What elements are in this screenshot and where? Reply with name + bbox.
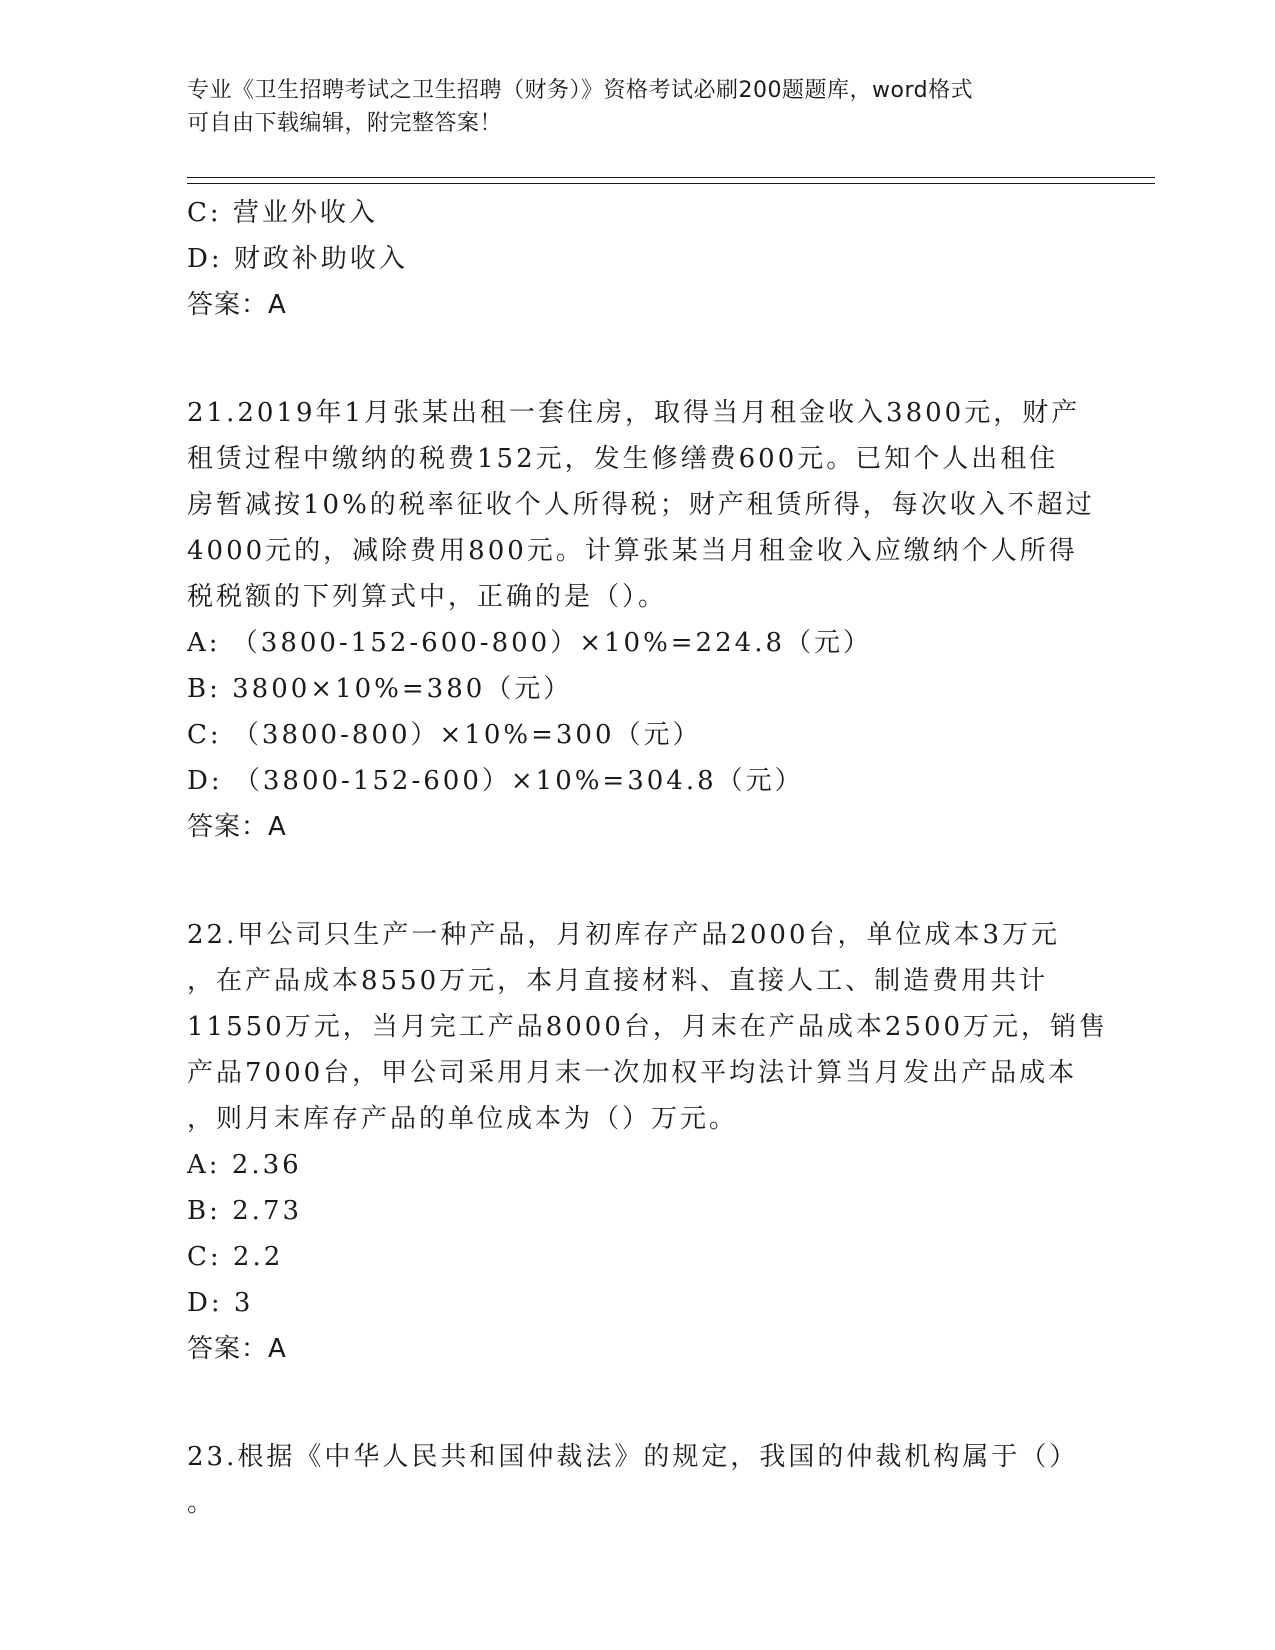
question-20-tail — [187, 190, 1087, 328]
option-a: A: （3800-152-600-800）×10%=224.8（元） — [187, 628, 872, 658]
option-c: C: 2.2 — [187, 1242, 284, 1272]
option-c: C: 营业外收入 — [187, 198, 378, 228]
answer: 答案：A — [187, 1334, 287, 1364]
header-line-1: 专业《卫生招聘考试之卫生招聘（财务）》资格考试必刷200题题库，word格式 — [187, 78, 974, 103]
option-d: D: 3 — [187, 1288, 254, 1318]
question-23 — [187, 1434, 1087, 1526]
question-text-line: 税税额的下列算式中，正确的是（）。 — [187, 582, 668, 612]
option-d: D: 财政补助收入 — [187, 244, 408, 274]
question-text-line: 租赁过程中缴纳的税费152元，发生修缮费600元。已知个人出租住 — [187, 444, 1059, 474]
question-22 — [187, 912, 1109, 1372]
option-a: A: 2.36 — [187, 1150, 302, 1180]
header-line-2: 可自由下载编辑，附完整答案！ — [187, 111, 503, 136]
question-text-line: 产品7000台，甲公司采用月末一次加权平均法计算当月发出产品成本 — [187, 1058, 1078, 1088]
question-text-line: 23.根据《中华人民共和国仲裁法》的规定，我国的仲裁机构属于（） — [187, 1442, 1079, 1472]
question-text-line: 4000元的，减除费用800元。计算张某当月租金收入应缴纳个人所得 — [187, 536, 1078, 566]
option-c: C: （3800-800）×10%=300（元） — [187, 720, 702, 750]
answer: 答案：A — [187, 290, 287, 320]
header-divider-bottom — [187, 183, 1155, 184]
document-body — [187, 190, 1109, 1526]
option-d: D: （3800-152-600）×10%=304.8（元） — [187, 766, 804, 796]
question-text-line: 21.2019年1月张某出租一套住房，取得当月租金收入3800元，财产 — [187, 398, 1081, 428]
question-text-line: ，则月末库存产品的单位成本为（）万元。 — [187, 1104, 739, 1134]
answer: 答案：A — [187, 812, 287, 842]
question-21 — [187, 390, 1095, 850]
question-text-line: ，在产品成本8550万元，本月直接材料、直接人工、制造费用共计 — [187, 966, 1049, 996]
question-text-line: 22.甲公司只生产一种产品，月初库存产品2000台，单位成本3万元 — [187, 920, 1061, 950]
page-header — [187, 74, 1087, 140]
question-text-line: 。 — [187, 1488, 217, 1518]
option-b: B: 3800×10%=380（元） — [187, 674, 573, 704]
question-text-line: 11550万元，当月完工产品8000台，月末在产品成本2500万元，销售 — [187, 1012, 1109, 1042]
option-b: B: 2.73 — [187, 1196, 303, 1226]
question-text-line: 房暂减按10%的税率征收个人所得税；财产租赁所得，每次收入不超过 — [187, 490, 1095, 520]
header-divider-top — [187, 177, 1155, 178]
